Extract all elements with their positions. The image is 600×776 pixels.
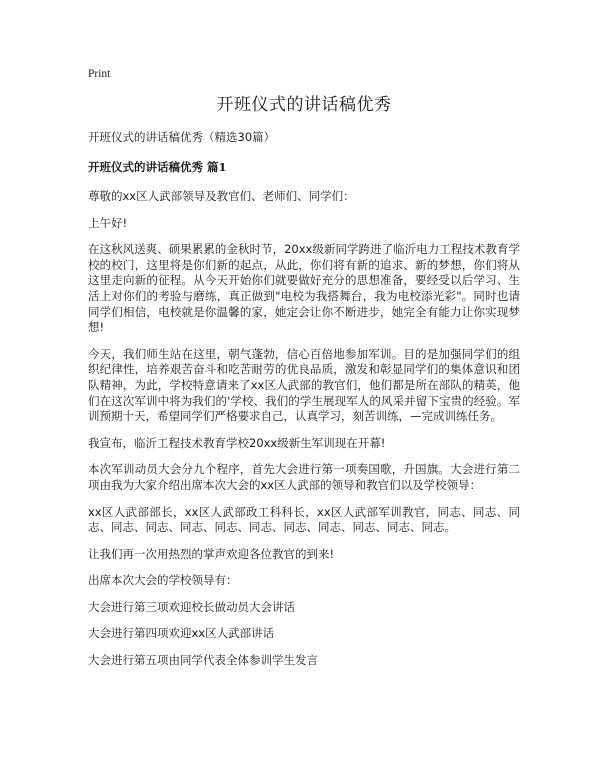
agenda-item: 大会进行第三项欢迎校长做动员大会讲话 — [88, 599, 295, 614]
greeting-paragraph: 上午好! — [88, 215, 128, 230]
document-page — [88, 68, 520, 680]
body-paragraph: 本次军训动员大会分九个程序，首先大会进行第一项奏国歌，升国旗。大会进行第二项由我为大家介绍出席本次大会的xx区人武部的领导和教官们以及学校领导： — [88, 462, 520, 492]
document-subtitle: 开班仪式的讲话稿优秀（精选30篇） — [88, 130, 276, 144]
document-title: 开班仪式的讲话稿优秀 — [216, 95, 392, 115]
body-paragraph: 我宣布，临沂工程技术教育学校20xx级新生军训现在开幕! — [88, 435, 386, 450]
print-label: Print — [88, 68, 111, 80]
body-paragraph: 今天，我们师生站在这里，朝气蓬勃，信心百倍地参加军训。目的是加强同学们的组织纪律性，培养艰苦奋斗和吃苦耐劳的优良品质，激发和彰显同学们的集体意识和团队精神，为此，学校特意请来了xx区人武部的教官们，他们都是所在部队的精英，他们在这次军训中将为我们的'学校、我们的学生展现军人的风采并留下宝贵的经验。军训预期十天，希望同学们严格要求自己，认真学习，刻苦训练，—完成训练任务。 — [88, 346, 520, 424]
salutation-paragraph: 尊敬的xx区人武部领导及教官们、老师们、同学们： — [88, 189, 355, 203]
section-heading: 开班仪式的讲话稿优秀 篇1 — [88, 160, 227, 174]
body-paragraph: 出席本次大会的学校领导有： — [88, 573, 238, 588]
agenda-item: 大会进行第四项欢迎xx区人武部讲话 — [88, 626, 275, 641]
body-paragraph: xx区人武部部长，xx区人武部政工科科长，xx区人武部军训教官，同志、同志、同志、同志、同志、同志、同志、同志、同志、同志、同志、同志、同志。 — [88, 504, 520, 535]
agenda-item: 大会进行第五项由同学代表全体参训学生发言 — [88, 653, 318, 668]
body-paragraph: 让我们再一次用热烈的掌声欢迎各位教官的到来! — [88, 546, 335, 561]
body-paragraph: 在这秋风送爽、硕果累累的金秋时节，20xx级新同学跨进了临沂电力工程技术教育学校的校门，这里将是你们新的起点，从此，你们将有新的追求、新的梦想，你们将从这里走向新的征程。从今天开始你们就要做好充分的思想准备，要经受以后学习、生活上对你们的考验与磨练，真正做到"电校为我搭舞台，我为电校添光彩"。同时也请同学们相信，电校就是你温馨的家，她定会让你不断进步，她完全有能力让你实现梦想! — [88, 242, 520, 335]
